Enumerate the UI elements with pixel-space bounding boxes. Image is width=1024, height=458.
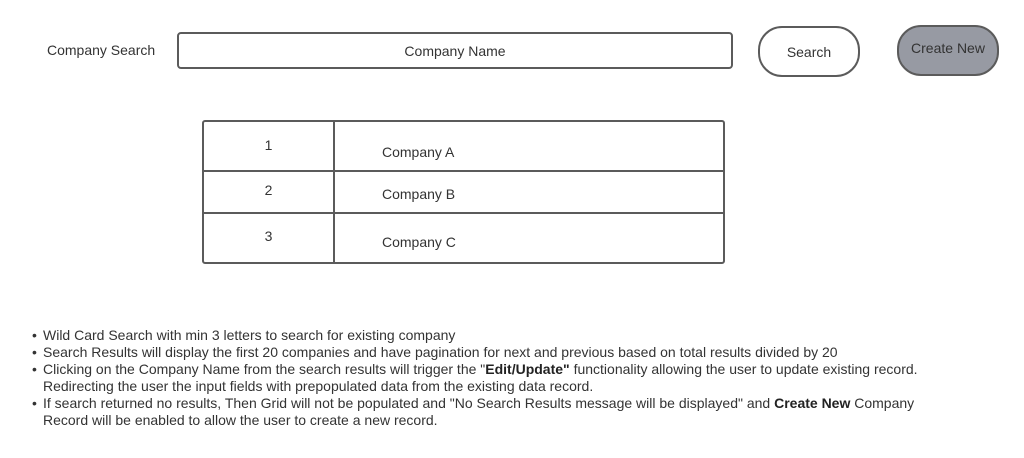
search-button[interactable] [758,26,860,77]
note-text: If search returned no results, Then Grid will not be populated and "No Search Results message will be displayed" and [43,395,775,411]
search-results-grid [202,120,725,264]
table-row[interactable] [204,122,723,172]
table-row[interactable] [204,172,723,214]
note-item [32,361,932,395]
company-name-link[interactable]: Company C [382,234,456,250]
create-new-button[interactable] [897,25,999,76]
note-text: Search Results will display the first 20 companies and have pagination for next and previous based on total results divided by 20 [43,344,838,360]
note-text: Clicking on the Company Name from the search results will trigger the " [43,361,486,377]
company-name-link[interactable]: Company A [382,144,455,160]
create-new-button-label: Create New [911,39,985,56]
note-text: Company Record will be enabled to allow the user to create a new record. [43,395,915,428]
note-text: Wild Card Search with min 3 letters to search for existing company [43,327,456,343]
company-name-link[interactable]: Company B [382,186,456,202]
note-text: functionality allowing the user to update existing record. Redirecting the user the input fields with prepopulated data from the existing data record. [43,361,918,394]
row-number: 1 [264,137,273,153]
note-item [32,395,932,429]
note-bold-text: Create New [774,395,851,411]
search-button-label: Search [786,43,832,60]
requirements-notes [32,327,932,429]
company-search-label: Company Search [47,42,156,58]
note-item [32,344,932,361]
note-bold-text: Edit/Update" [485,361,570,377]
row-number: 3 [264,228,273,244]
company-name-input[interactable] [177,32,733,69]
table-row[interactable] [204,214,723,262]
row-number: 2 [264,182,273,198]
note-item [32,327,932,344]
